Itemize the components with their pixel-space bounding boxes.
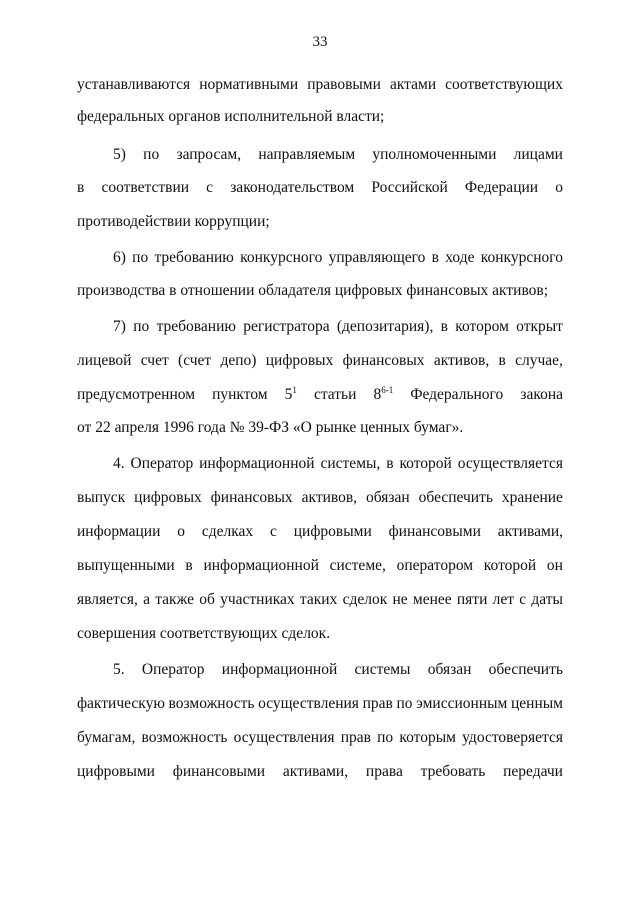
text-line: информации о сделках с цифровыми финансовыми активами, xyxy=(77,523,563,540)
text-line: 6) по требованию конкурсного управляющего в ходе конкурсного xyxy=(113,249,563,266)
text-line: в соответствии с законодательством Российской Федерации о xyxy=(77,179,563,196)
text-line: 7) по требованию регистратора (депозитария), в котором открыт xyxy=(113,318,563,335)
text-line: противодействии коррупции; xyxy=(77,213,270,230)
text-line: федеральных органов исполнительной власти; xyxy=(77,108,385,125)
text-line: бумагам, возможность осуществления прав по которым удостоверяется xyxy=(77,729,563,746)
text-line: выпуск цифровых финансовых активов, обязан обеспечить хранение xyxy=(77,489,563,506)
text-line: является, а также об участниках таких сделок не менее пяти лет с даты xyxy=(77,591,563,608)
text-line: цифровыми финансовыми активами, права требовать передачи xyxy=(77,763,563,780)
text-line: 5. Оператор информационной системы обязан обеспечить xyxy=(113,661,563,678)
text-line: предусмотренном пунктом $5^1$ статьи 8$^{6-1}$ Федерального закона xyxy=(77,384,563,403)
text-line: фактическую возможность осуществления прав по эмиссионным ценным xyxy=(77,695,563,712)
text-line: совершения соответствующих сделок. xyxy=(77,625,331,642)
text-line: 4. Оператор информационной системы, в которой осуществляется xyxy=(113,455,563,472)
text-line: от 22 апреля 1996 года № 39-ФЗ «О рынке ценных бумаг». xyxy=(77,419,464,436)
text-line: производства в отношении обладателя цифровых финансовых активов; xyxy=(77,282,549,299)
page-number: 33 xyxy=(312,34,328,50)
text-line: устанавливаются нормативными правовыми актами соответствующих xyxy=(77,76,563,93)
text-line: лицевой счет (счет депо) цифровых финансовых активов, в случае, xyxy=(77,352,563,369)
text-line: 5) по запросам, направляемым уполномоченными лицами xyxy=(113,146,563,163)
text-line: выпущенными в информационной системе, оператором которой он xyxy=(77,557,563,574)
